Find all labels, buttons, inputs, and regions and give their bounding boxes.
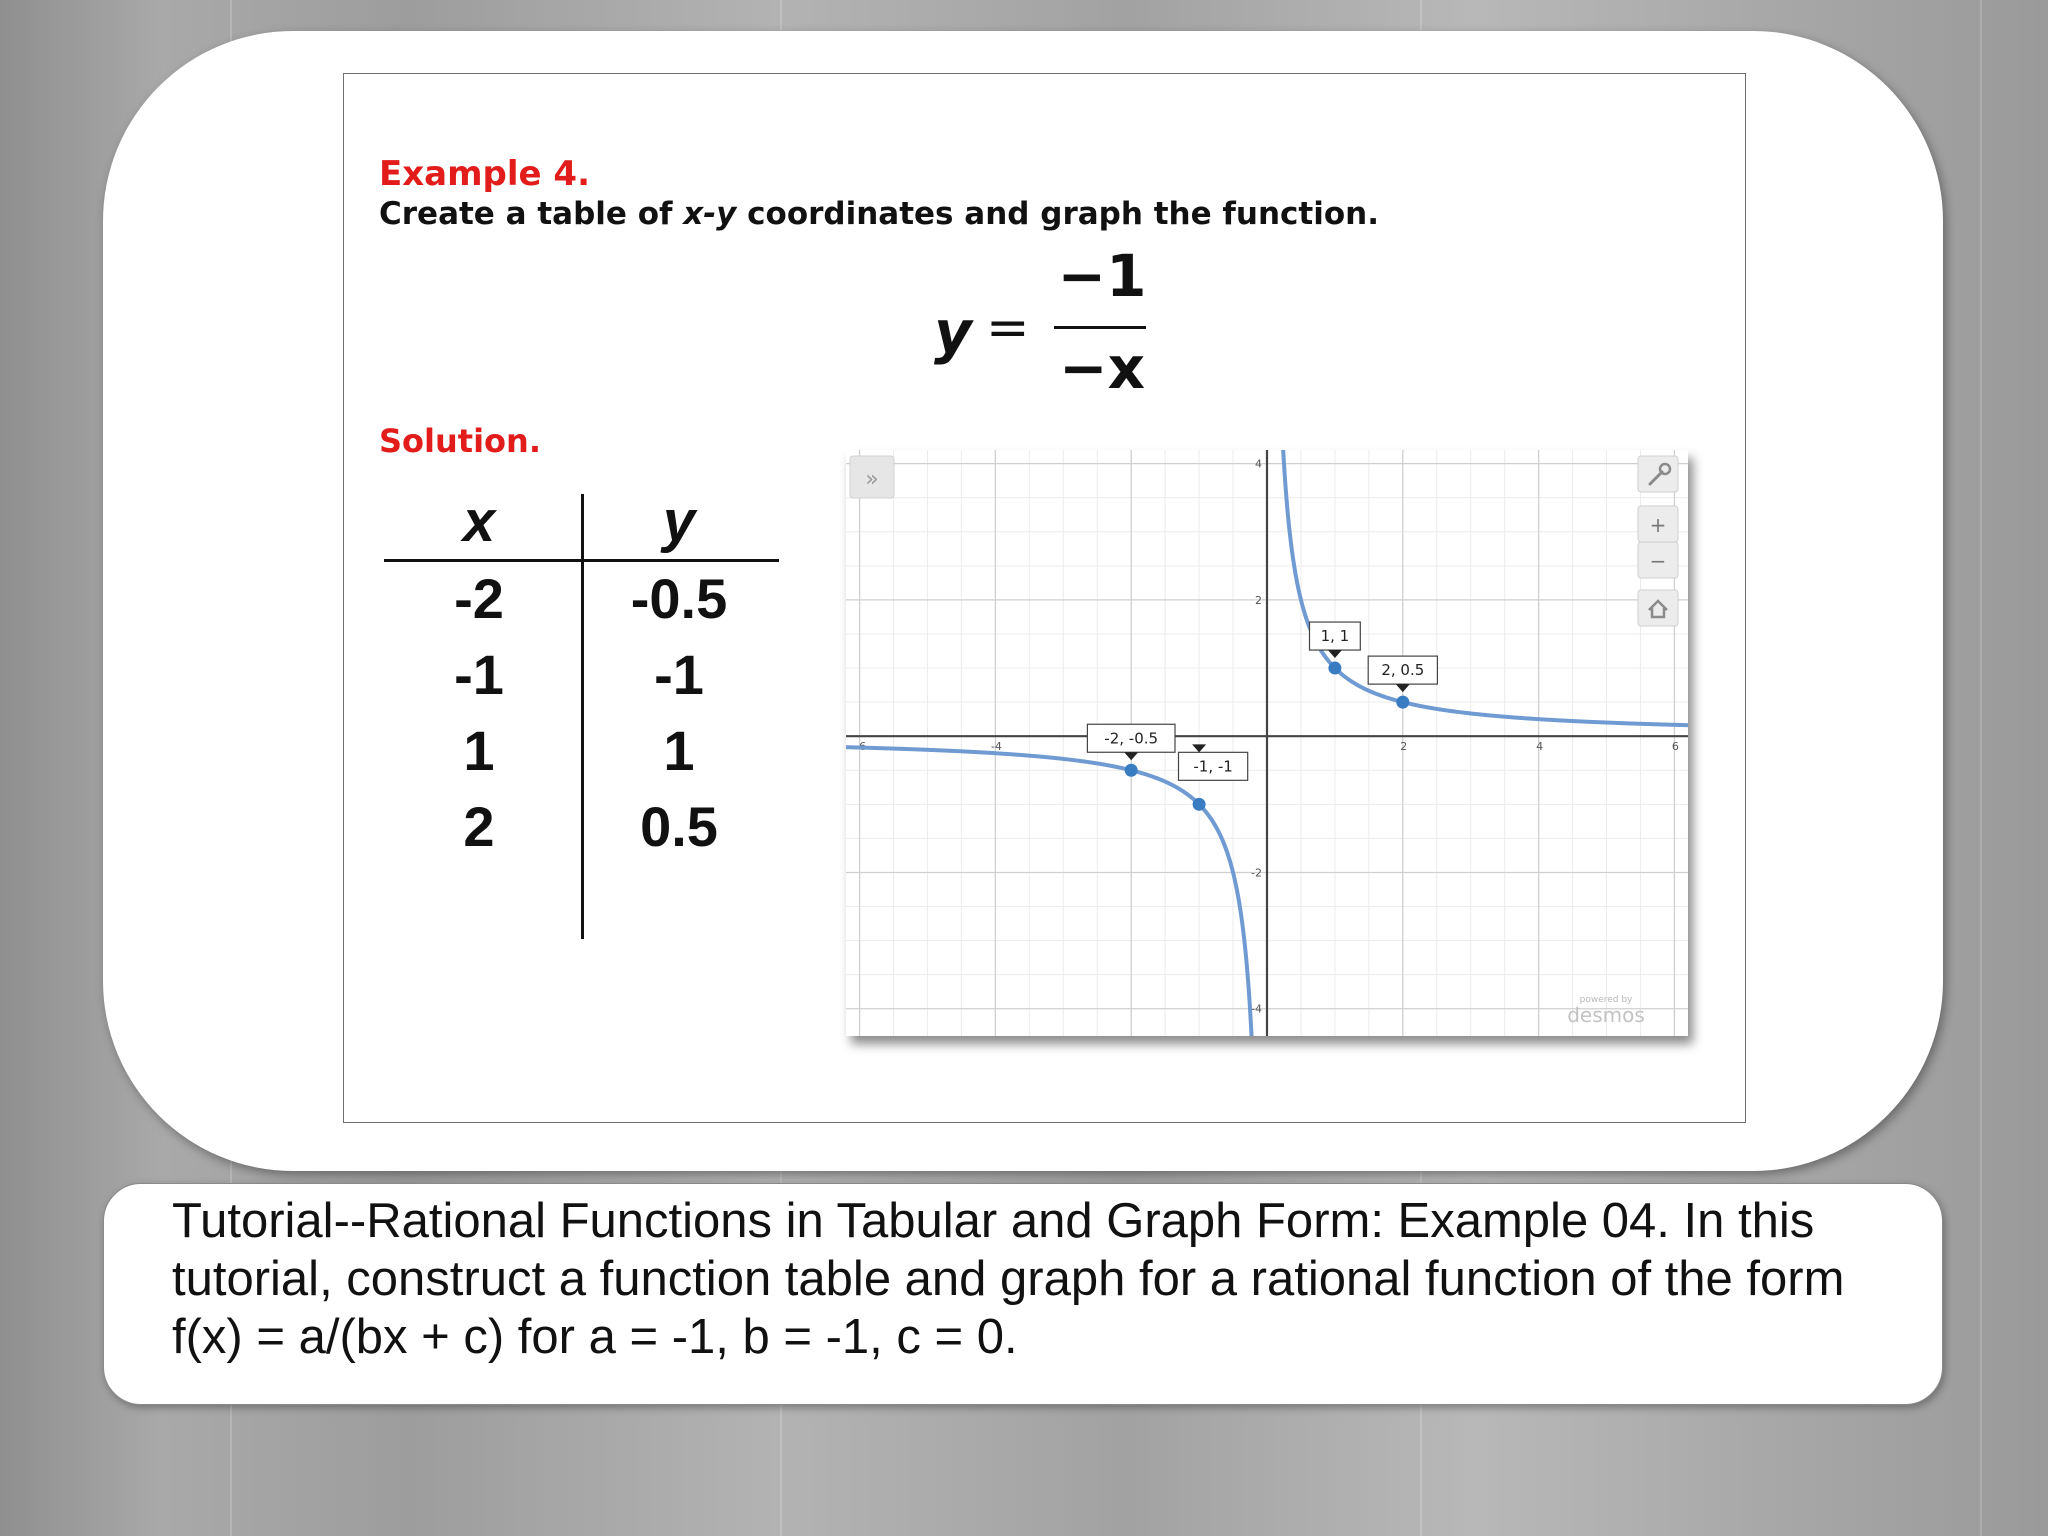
table-header-x: x: [462, 489, 496, 554]
y-tick-label: -2: [1251, 866, 1262, 880]
table-cell-y: -1: [654, 643, 704, 706]
plus-icon: +: [1649, 513, 1667, 537]
graph-point: [1193, 798, 1206, 811]
table-divider-horizontal: [384, 559, 779, 562]
example-title: Example 4.: [379, 154, 590, 194]
graph-canvas[interactable]: [846, 450, 1688, 1036]
x-tick-label: 4: [1536, 740, 1544, 754]
point-label-pointer: [1328, 650, 1342, 658]
equation-numerator: −1: [1057, 242, 1147, 310]
expand-chevron-icon: »: [865, 467, 879, 492]
zoom-out-button[interactable]: [1638, 542, 1678, 578]
y-tick-label: 2: [1255, 593, 1262, 607]
minus-icon: −: [1649, 549, 1667, 573]
graph-point: [1328, 662, 1341, 675]
point-label-pointer: [1192, 744, 1206, 752]
example-instruction: Create a table of x-y coordinates and graph the function.: [379, 196, 1380, 232]
desmos-graph[interactable]: [846, 450, 1688, 1036]
axes: [846, 450, 1688, 1036]
home-button[interactable]: [1638, 590, 1678, 626]
curve-branch-left: [846, 747, 1253, 1036]
desmos-watermark: desmos: [1567, 1003, 1645, 1027]
graph-points: [1087, 622, 1437, 811]
table-cell-x: 2: [463, 795, 495, 858]
settings-button[interactable]: [1638, 456, 1678, 492]
y-tick-label: 4: [1255, 457, 1262, 471]
point-label: -2, -0.5: [1104, 729, 1159, 748]
equation-lhs: y: [934, 298, 972, 366]
point-label: 1, 1: [1320, 627, 1350, 646]
expand-panel-button[interactable]: [850, 456, 894, 498]
graph-point: [1125, 764, 1138, 777]
point-label-pointer: [1396, 684, 1410, 692]
equation-denominator: −x: [1058, 334, 1145, 402]
function-equation: [934, 242, 1234, 404]
curve-branch-right: [1281, 450, 1688, 725]
xy-table: [384, 489, 784, 939]
solution-label: Solution.: [379, 422, 541, 460]
table-cell-x: -2: [454, 567, 504, 630]
equation-equals: =: [986, 298, 1030, 358]
graph-point: [1396, 696, 1409, 709]
fraction-bar: [1054, 326, 1146, 329]
zoom-in-button[interactable]: [1638, 506, 1678, 542]
table-cell-x: -1: [454, 643, 504, 706]
y-tick-label: -4: [1251, 1002, 1262, 1016]
table-cell-y: -0.5: [630, 567, 728, 630]
background-grain: [1980, 0, 1982, 1536]
table-cell-y: 0.5: [640, 795, 718, 858]
table-header-y: y: [662, 489, 696, 554]
desmos-watermark-small: powered by: [1579, 995, 1633, 1005]
x-tick-label: 2: [1400, 740, 1408, 754]
point-label: -1, -1: [1193, 757, 1233, 776]
table-cell-y: 1: [663, 719, 695, 782]
point-label: 2, 0.5: [1381, 661, 1425, 680]
caption-text: Tutorial--Rational Functions in Tabular and Graph Form: Example 04. In this tutorial, construct a function table and graph for a rational function of the form f(x) = a/(bx + c) for a = -1, b = -1, c = 0.: [172, 1194, 1845, 1364]
x-tick-label: -6: [855, 740, 867, 754]
caption-box: [103, 1183, 1943, 1405]
point-label-pointer: [1124, 752, 1138, 760]
table-cell-x: 1: [463, 719, 495, 782]
x-tick-label: 6: [1671, 740, 1679, 754]
x-tick-label: -4: [990, 740, 1002, 754]
